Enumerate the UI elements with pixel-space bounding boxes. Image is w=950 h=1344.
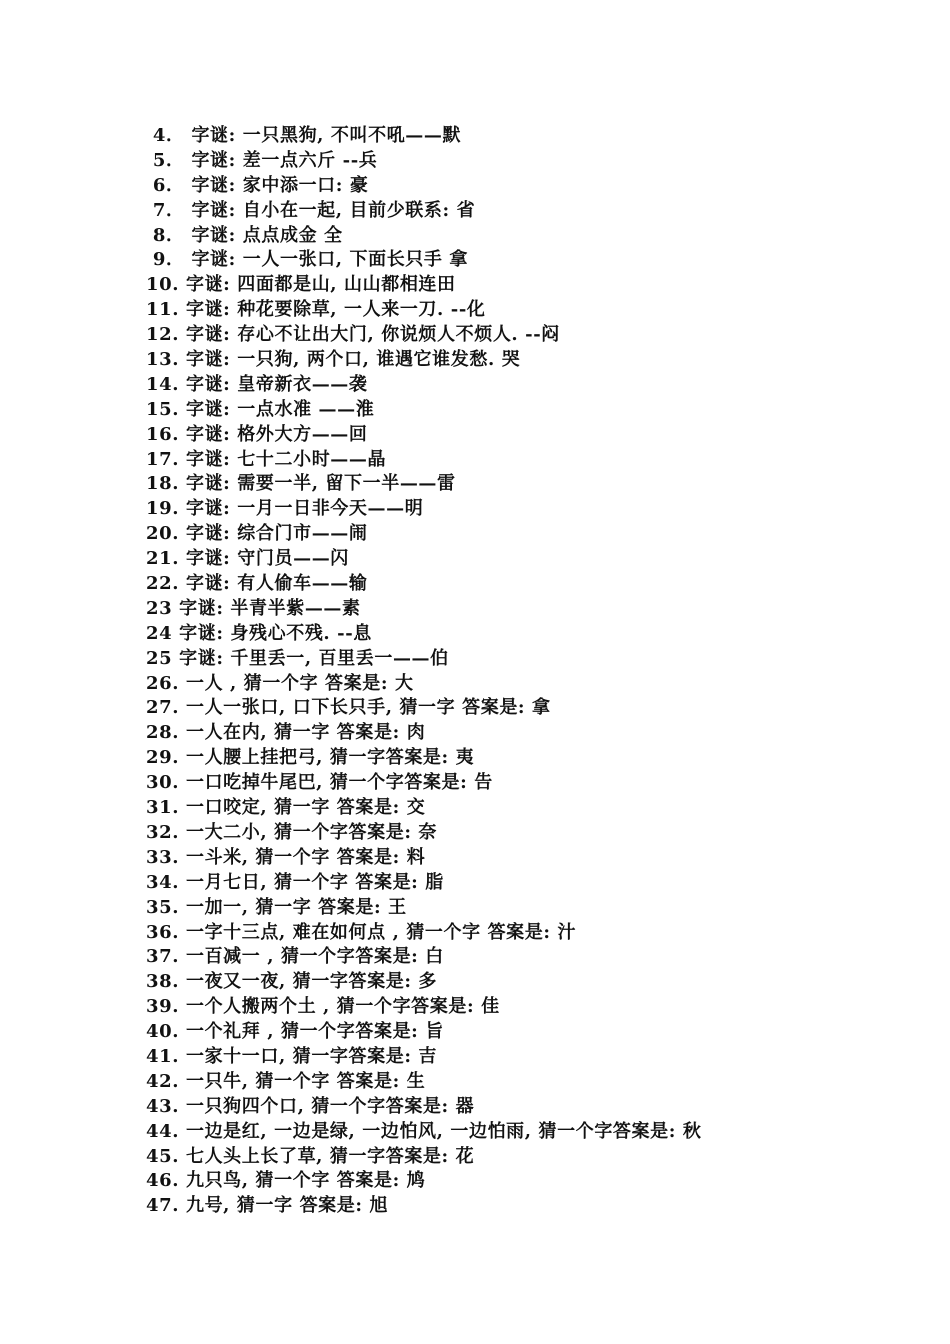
riddle-line: 40. 一个礼拜 , 猜一个字答案是: 旨 <box>146 1021 444 1043</box>
riddle-list <box>146 124 926 1219</box>
riddle-line: 36. 一字十三点, 难在如何点 , 猜一个字 答案是: 汁 <box>146 921 577 943</box>
riddle-line: 4． 字谜: 一只黑狗, 不叫不吼——默 <box>146 125 462 146</box>
riddle-line: 25 字谜: 千里丢一, 百里丢一——伯 <box>146 647 449 669</box>
riddle-line: 38. 一夜又一夜, 猜一字答案是: 多 <box>146 971 438 993</box>
riddle-line: 15. 字谜: 一点水准 ——淮 <box>146 398 375 420</box>
riddle-line: 20. 字谜: 综合门市——闹 <box>146 523 368 545</box>
riddle-line: 17. 字谜: 七十二小时——晶 <box>146 448 387 470</box>
riddle-line: 18. 字谜: 需要一半, 留下一半——雷 <box>146 473 456 495</box>
riddle-line: 13. 字谜: 一只狗, 两个口, 谁遇它谁发愁. 哭 <box>146 349 521 371</box>
riddle-line: 7． 字谜: 自小在一起, 目前少联系: 省 <box>146 199 476 221</box>
riddle-line: 45. 七人头上长了草, 猜一字答案是: 花 <box>146 1145 475 1167</box>
riddle-line: 6． 字谜: 家中添一口: 豪 <box>146 174 369 196</box>
riddle-line: 14. 字谜: 皇帝新衣——袭 <box>146 373 368 395</box>
riddle-line: 23 字谜: 半青半紫——素 <box>146 597 361 619</box>
riddle-line: 10. 字谜: 四面都是山, 山山都相连田 <box>146 274 456 296</box>
riddle-line: 41. 一家十一口, 猜一字答案是: 吉 <box>146 1045 438 1067</box>
riddle-line: 27. 一人一张口, 口下长只手, 猜一字 答案是: 拿 <box>146 697 551 719</box>
riddle-line: 46. 九只鸟, 猜一个字 答案是: 鸠 <box>146 1170 426 1192</box>
riddle-line: 24 字谜: 身残心不残. --息 <box>146 622 372 644</box>
riddle-line: 12. 字谜: 存心不让出大门, 你说烦人不烦人. --闷 <box>146 324 560 346</box>
riddle-line: 26. 一人 , 猜一个字 答案是: 大 <box>146 672 414 694</box>
riddle-line: 33. 一斗米, 猜一个字 答案是: 料 <box>146 846 426 868</box>
riddle-line: 37. 一百减一 , 猜一个字答案是: 白 <box>146 946 444 968</box>
riddle-line: 28. 一人在内, 猜一字 答案是: 肉 <box>146 722 426 744</box>
riddle-line: 32. 一大二小, 猜一个字答案是: 奈 <box>146 821 438 843</box>
riddle-line: 8． 字谜: 点点成金 全 <box>146 224 343 246</box>
riddle-line: 34. 一月七日, 猜一个字 答案是: 脂 <box>146 871 444 893</box>
riddle-line: 16. 字谜: 格外大方——回 <box>146 423 368 445</box>
riddle-line: 9． 字谜: 一人一张口, 下面长只手 拿 <box>146 249 468 271</box>
riddle-line: 5． 字谜: 差一点六斤 --兵 <box>146 149 378 171</box>
riddle-line: 30. 一口吃掉牛尾巴, 猜一个字答案是: 告 <box>146 772 493 794</box>
riddle-line: 21. 字谜: 守门员——闪 <box>146 548 349 570</box>
riddle-line: 22. 字谜: 有人偷车——输 <box>146 573 368 595</box>
riddle-line: 44. 一边是红, 一边是绿, 一边怕风, 一边怕雨, 猜一个字答案是: 秋 <box>146 1120 702 1142</box>
riddle-line: 29. 一人腰上挂把弓, 猜一字答案是: 夷 <box>146 747 475 769</box>
riddle-line: 31. 一口咬定, 猜一字 答案是: 交 <box>146 797 426 819</box>
riddle-line: 42. 一只牛, 猜一个字 答案是: 生 <box>146 1070 426 1092</box>
riddle-line: 39. 一个人搬两个土 , 猜一个字答案是: 佳 <box>146 996 500 1018</box>
riddle-line: 43. 一只狗四个口, 猜一个字答案是: 器 <box>146 1095 475 1117</box>
riddle-line: 47. 九号, 猜一字 答案是: 旭 <box>146 1195 389 1217</box>
riddle-line: 19. 字谜: 一月一日非今天——明 <box>146 498 424 520</box>
riddle-line: 35. 一加一, 猜一字 答案是: 王 <box>146 896 407 918</box>
riddle-line: 11. 字谜: 种花要除草, 一人来一刀. --化 <box>146 299 486 321</box>
